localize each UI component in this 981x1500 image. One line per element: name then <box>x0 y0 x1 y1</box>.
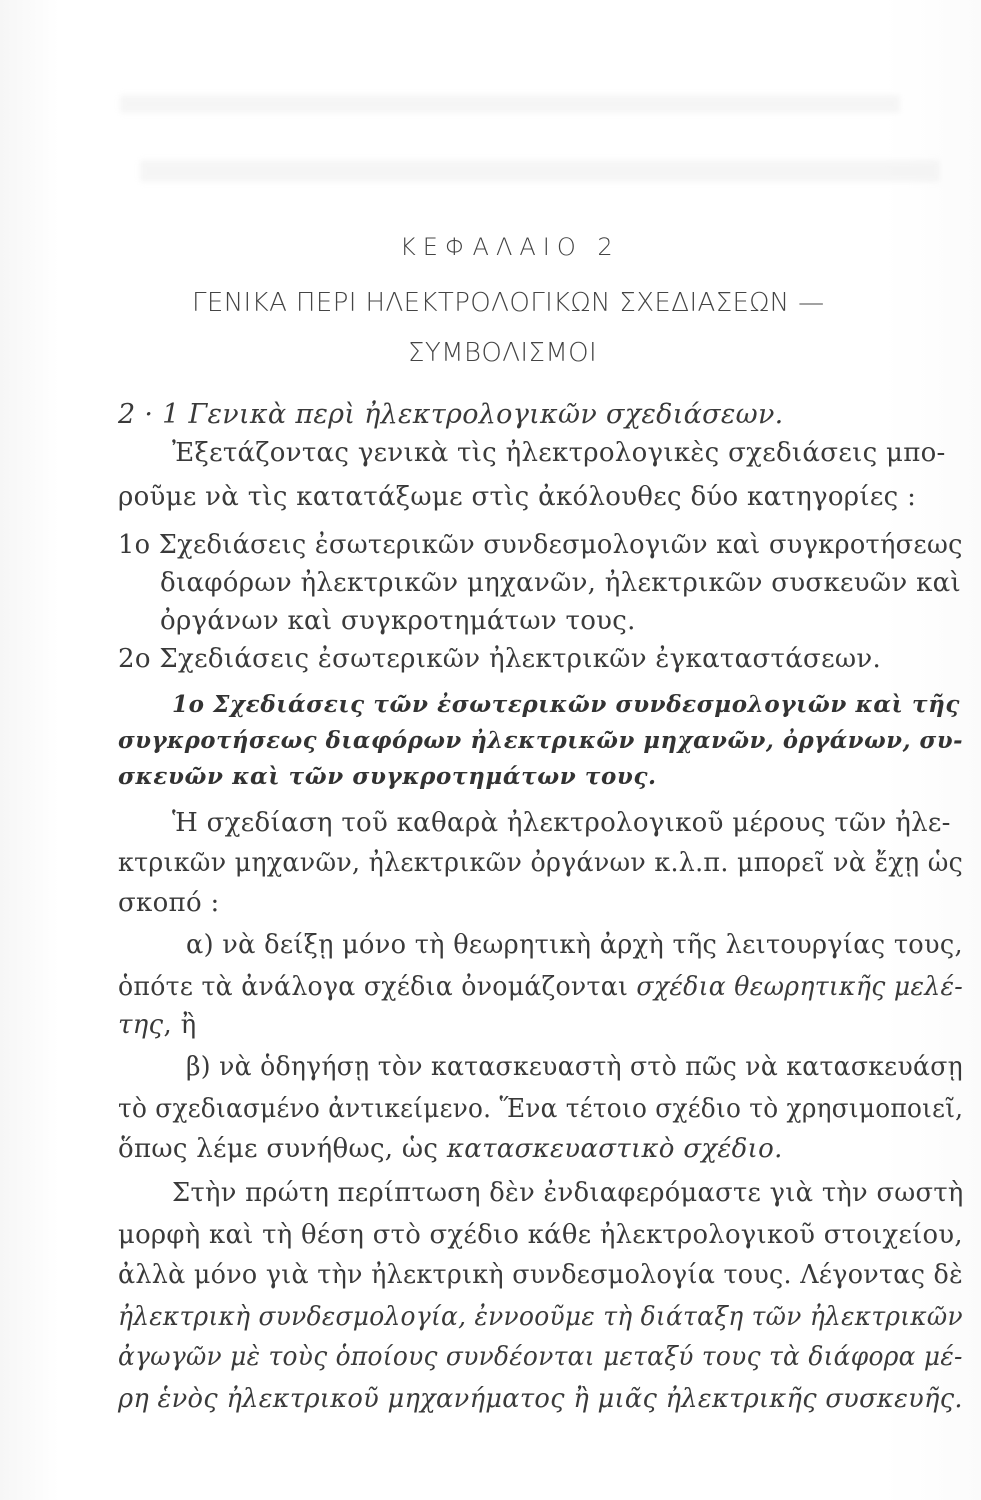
point-b-line-3 <box>118 1132 783 1166</box>
point-b-line-2: τὸ σχεδιασμένο ἀντικείμενο. Ἕνα τέτοιο σχέδιο τὸ χρησιμοποιεῖ, <box>118 1094 964 1124</box>
point-a-line-2 <box>118 970 963 1004</box>
para2-line-5: ἀγωγῶν μὲ τοὺς ὁποίους συνδέονται μεταξύ τους τὰ διάφορα μέ- <box>118 1342 963 1372</box>
subheading-line-1: 1ο Σχεδιάσεις τῶν ἐσωτερικῶν συνδεσμολογιῶν καὶ τῆς <box>172 691 960 718</box>
para2-line-1: Στὴν πρώτη περίπτωση δὲν ἐνδιαφερόμαστε γιὰ τὴν σωστὴ <box>172 1178 964 1208</box>
list-item-1-line-2: διαφόρων ἠλεκτρικῶν μηχανῶν, ἠλεκτρικῶν συσκευῶν καὶ <box>160 568 961 598</box>
bleed-through-shadow <box>120 95 900 113</box>
point-a-term-italic: σχέδια θεωρητικῆς μελέ- <box>636 972 964 1002</box>
list-item-1-line-1: 1ο Σχεδιάσεις ἐσωτερικῶν συνδεσμολογιῶν καὶ συγκροτήσεως <box>118 530 963 560</box>
chapter-label: ΚΕΦΑΛΑΙΟ 2 <box>400 233 620 261</box>
intro-line-1: Ἐξετάζοντας γενικὰ τὶς ἠλεκτρολογικὲς σχεδιάσεις μπο- <box>172 438 946 468</box>
para1-line-3: σκοπό : <box>118 888 220 918</box>
chapter-title-line-2: ΣΥΜΒΟΛΙΣΜΟΙ <box>408 338 598 368</box>
section-heading: 2 · 1 Γενικὰ περὶ ἠλεκτρολογικῶν σχεδιάσεων. <box>118 399 784 430</box>
list-item-1-line-3: ὀργάνων καὶ συγκροτημάτων τους. <box>160 606 636 636</box>
point-a-line-3-text: , ἢ <box>163 1010 197 1040</box>
point-b-line-1: β) νὰ ὁδηγήσῃ τὸν κατασκευαστὴ στὸ πῶς νὰ κατασκευάσῃ <box>186 1052 963 1082</box>
bleed-through-shadow <box>140 160 940 182</box>
para2-line-3: ἀλλὰ μόνο γιὰ τὴν ἠλεκτρικὴ συνδεσμολογία τους. Λέγοντας δὲ <box>118 1260 963 1290</box>
para2-line-2: μορφὴ καὶ τὴ θέση στὸ σχέδιο κάθε ἠλεκτρολογικοῦ στοιχείου, <box>118 1220 963 1250</box>
point-b-line-3-text: ὅπως λέμε συνήθως, ὡς <box>118 1134 447 1164</box>
list-item-2: 2ο Σχεδιάσεις ἐσωτερικῶν ἠλεκτρικῶν ἐγκαταστάσεων. <box>118 644 882 674</box>
point-a-term-italic-end: της <box>118 1010 164 1040</box>
para2-line-4: ἠλεκτρικὴ συνδεσμολογία, ἐννοοῦμε τὴ διάταξη τῶν ἠλεκτρικῶν <box>118 1302 963 1332</box>
point-a-line-2-text: ὁπότε τὰ ἀνάλογα σχέδια ὀνομάζονται <box>118 972 637 1002</box>
subheading-line-3: σκευῶν καὶ τῶν συγκροτημάτων τους. <box>118 763 657 790</box>
para2-line-6: ρη ἑνὸς ἠλεκτρικοῦ μηχανήματος ἢ μιᾶς ἠλεκτρικῆς συσκευῆς. <box>118 1384 963 1414</box>
point-a-line-1: α) νὰ δείξῃ μόνο τὴ θεωρητικὴ ἀρχὴ τῆς λειτουργίας τους, <box>186 930 963 960</box>
para1-line-2: κτρικῶν μηχανῶν, ἠλεκτρικῶν ὀργάνων κ.λ.π. μπορεῖ νὰ ἔχῃ ὡς <box>118 848 964 878</box>
point-b-term-italic: κατασκευαστικὸ σχέδιο. <box>446 1134 783 1164</box>
subheading-line-2: συγκροτήσεως διαφόρων ἠλεκτρικῶν μηχανῶν, ὀργάνων, συ- <box>118 727 964 754</box>
para1-line-1: Ἡ σχεδίαση τοῦ καθαρὰ ἠλεκτρολογικοῦ μέρους τῶν ἠλε- <box>172 808 951 838</box>
chapter-title-line-1: ΓΕΝΙΚΑ ΠΕΡΙ ΗΛΕΚΤΡΟΛΟΓΙΚΩΝ ΣΧΕΔΙΑΣΕΩΝ — <box>192 288 825 318</box>
point-a-line-3 <box>118 1008 196 1042</box>
intro-line-2: ροῦμε νὰ τὶς κατατάξωμε στὶς ἀκόλουθες δύο κατηγορίες : <box>118 482 917 512</box>
